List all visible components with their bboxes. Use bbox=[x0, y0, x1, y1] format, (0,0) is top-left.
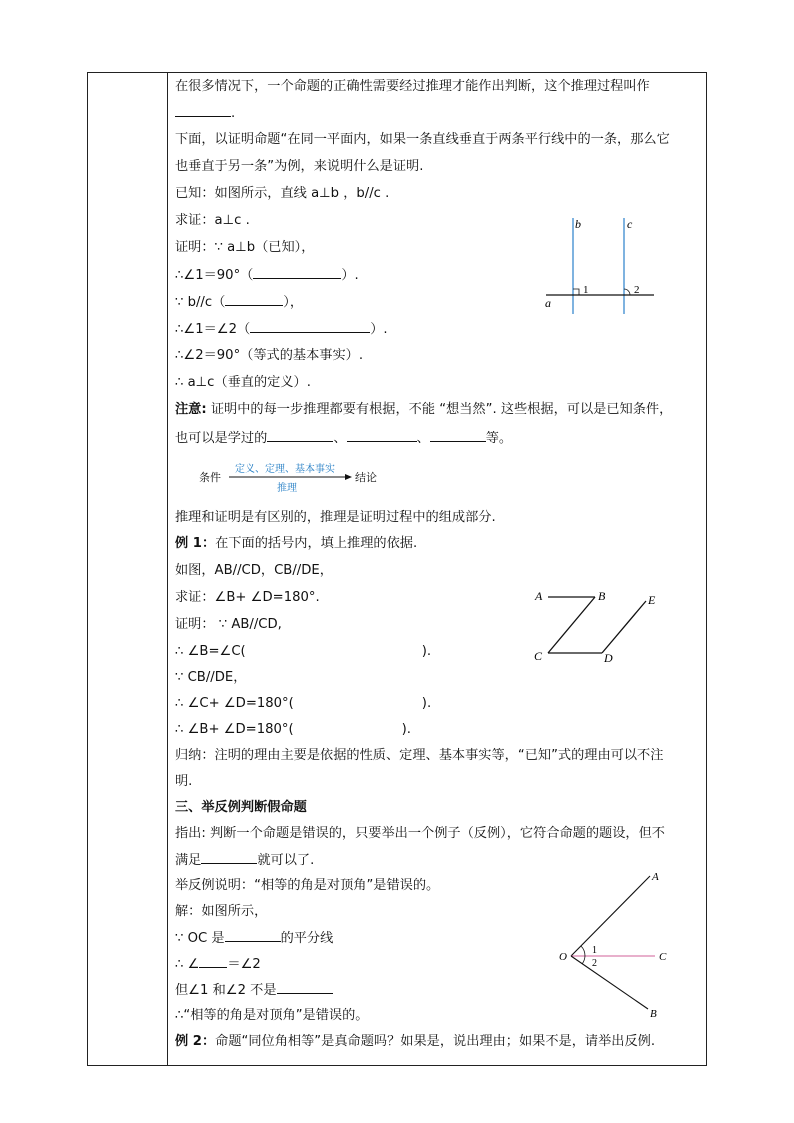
flow-bottom-label: 推理 bbox=[277, 483, 297, 494]
segment-DE bbox=[602, 601, 646, 653]
text-line: 例 1：在下面的括号内，填上推理的依据. bbox=[175, 536, 418, 551]
right-angle-mark bbox=[573, 289, 579, 295]
label-B: B bbox=[598, 589, 606, 603]
answer-blank[interactable] bbox=[250, 320, 370, 333]
label-O: O bbox=[559, 951, 567, 963]
answer-blank[interactable] bbox=[347, 429, 417, 442]
text-line: ∵ OC 是 的平分线 bbox=[175, 931, 334, 946]
section-heading: 三、举反例判断假命题 bbox=[175, 800, 307, 815]
answer-blank[interactable] bbox=[201, 851, 257, 864]
text-line: 也可以是学过的 、 、 等。 bbox=[175, 431, 513, 446]
text-line: ∴∠1＝∠2（ ）. bbox=[175, 322, 388, 337]
text-line: ∴ ∠B=∠C( ). bbox=[175, 644, 432, 659]
text-line: 下面，以证明命题“在同一平面内，如果一条直线垂直于两条平行线中的一条，那么它 bbox=[175, 132, 670, 147]
text-line: ∴∠1＝90°（ ）. bbox=[175, 268, 359, 283]
text-line: 例 2：命题“同位角相等”是真命题吗？如果是，说出理由；如果不是，请举出反例. bbox=[175, 1034, 656, 1049]
angle-1-arc bbox=[581, 946, 585, 956]
label-b: b bbox=[575, 217, 581, 231]
label-E: E bbox=[648, 593, 656, 607]
answer-blank[interactable] bbox=[175, 104, 231, 117]
label-2: 2 bbox=[634, 284, 640, 296]
label-D: D bbox=[604, 651, 613, 665]
answer-blank[interactable] bbox=[225, 293, 283, 306]
flow-end-label: 结论 bbox=[355, 471, 377, 484]
answer-blank[interactable] bbox=[430, 429, 486, 442]
figure-parallel-segments bbox=[530, 585, 665, 667]
label-B: B bbox=[650, 1008, 657, 1020]
text-line: 归纳：注明的理由主要是依据的性质、定理、基本事实等，“已知”式的理由可以不注 bbox=[175, 748, 664, 763]
text-line: 满足 就可以了. bbox=[175, 853, 315, 868]
answer-blank[interactable] bbox=[253, 266, 341, 279]
segment-BC bbox=[548, 597, 595, 653]
flow-top-label: 定义、定理、基本事实 bbox=[235, 464, 335, 475]
text-line: 求证：∠B+ ∠D=180°. bbox=[175, 590, 320, 605]
text-line: ∴“相等的角是对顶角”是错误的。 bbox=[175, 1008, 369, 1023]
text-line: 在很多情况下，一个命题的正确性需要经过推理才能作出判断，这个推理过程叫作 bbox=[175, 79, 650, 94]
text-line: ∴ ∠B+ ∠D=180°( ). bbox=[175, 722, 411, 737]
text-line: 指出: 判断一个命题是错误的，只要举出一个例子（反例），它符合命题的题设，但不 bbox=[175, 826, 665, 841]
flow-arrow-head bbox=[345, 474, 352, 480]
label-1: 1 bbox=[583, 284, 589, 296]
flow-start-label: 条件 bbox=[199, 471, 221, 484]
text-line: 也垂直于另一条”为例，来说明什么是证明. bbox=[175, 159, 424, 174]
flow-diagram bbox=[195, 460, 395, 496]
label-C: C bbox=[534, 649, 543, 663]
text-line: ∴ ∠C+ ∠D=180°( ). bbox=[175, 696, 432, 711]
text-line: 解：如图所示， bbox=[175, 904, 268, 919]
label-c: c bbox=[627, 217, 633, 231]
ray-OA bbox=[571, 876, 650, 956]
text-line: 明. bbox=[175, 774, 193, 789]
label-C: C bbox=[659, 951, 667, 963]
label-2: 2 bbox=[592, 958, 597, 969]
answer-blank[interactable] bbox=[267, 429, 333, 442]
figure-parallel-lines bbox=[540, 212, 660, 316]
text-line: . bbox=[175, 104, 235, 123]
label-a: a bbox=[545, 296, 551, 310]
label-1: 1 bbox=[592, 945, 597, 956]
text-line: 求证：a⊥c . bbox=[175, 213, 250, 228]
answer-blank[interactable] bbox=[199, 955, 227, 968]
text-line: 已知：如图所示，直线 a⊥b ，b//c . bbox=[175, 186, 390, 201]
ray-OB bbox=[571, 956, 648, 1009]
left-column bbox=[88, 73, 168, 1065]
text-line: 推理和证明是有区别的，推理是证明过程中的组成部分. bbox=[175, 510, 496, 525]
text-line: ∵ b//c（ ）， bbox=[175, 295, 304, 310]
angle-2-arc bbox=[582, 956, 585, 964]
answer-blank[interactable] bbox=[277, 981, 333, 994]
text-line: ∴∠2＝90°（等式的基本事实）. bbox=[175, 348, 364, 363]
label-A: A bbox=[652, 871, 659, 883]
text-line: 证明：∵ a⊥b（已知）， bbox=[175, 240, 315, 255]
angle-2-arc bbox=[624, 289, 630, 295]
text-line: 举反例说明：“相等的角是对顶角”是错误的。 bbox=[175, 878, 440, 893]
text-line: ∴ a⊥c（垂直的定义）. bbox=[175, 375, 311, 390]
text-line: 如图，AB//CD，CB//DE， bbox=[175, 563, 333, 578]
label-A: A bbox=[535, 589, 543, 603]
text-line: 证明： ∵ AB//CD, bbox=[175, 617, 282, 632]
text-line: ∵ CB//DE， bbox=[175, 670, 247, 685]
text-line: ∴ ∠ ＝∠2 bbox=[175, 957, 261, 972]
text-line: 注意: 证明中的每一步推理都要有根据，不能 “想当然”. 这些根据，可以是已知条件， bbox=[175, 402, 673, 417]
answer-blank[interactable] bbox=[225, 929, 281, 942]
figure-angle-bisector bbox=[555, 862, 675, 1022]
text-line: 但∠1 和∠2 不是 bbox=[175, 981, 333, 1000]
